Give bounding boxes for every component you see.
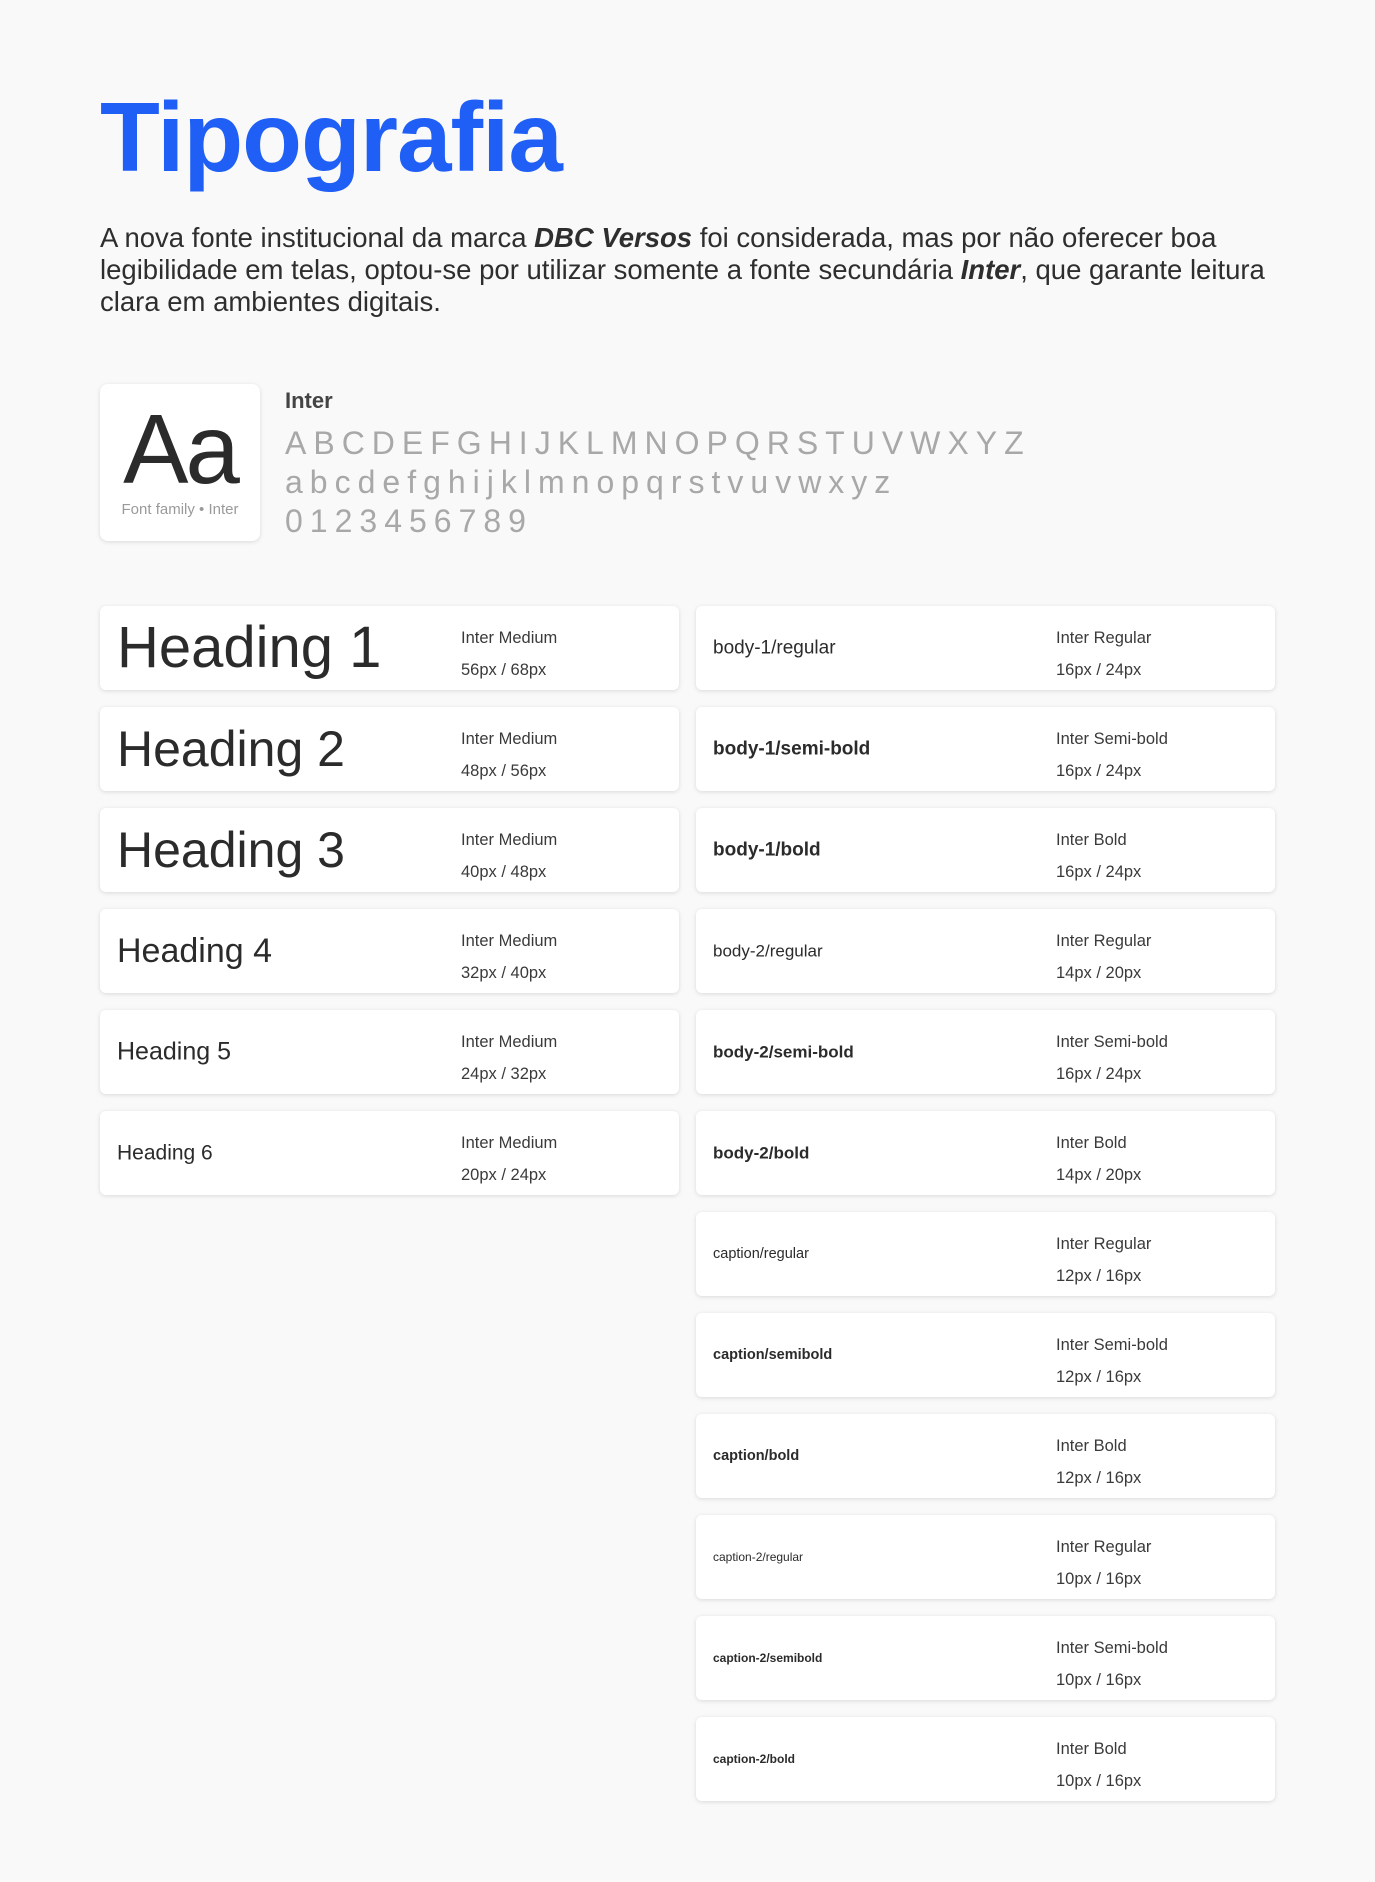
style-card-caption-2-semibold xyxy=(696,1616,1275,1700)
style-size: 12px / 16px xyxy=(1056,1267,1142,1285)
style-card-body-2-semi-bold xyxy=(696,1010,1275,1094)
style-sample-caption-regular: caption/regular xyxy=(713,1245,809,1262)
style-card-heading-5 xyxy=(100,1010,679,1094)
style-weight: Inter Medium xyxy=(461,932,558,950)
style-card-caption-bold xyxy=(696,1414,1275,1498)
style-size: 20px / 24px xyxy=(461,1166,547,1184)
style-card-heading-6 xyxy=(100,1111,679,1195)
style-meta xyxy=(1056,1632,1168,1696)
style-size: 12px / 16px xyxy=(1056,1368,1142,1386)
style-meta xyxy=(1056,723,1168,787)
font-family-caption: Font family • Inter xyxy=(121,501,239,518)
style-size: 14px / 20px xyxy=(1056,1166,1142,1184)
font-family-card xyxy=(100,384,260,541)
style-size: 24px / 32px xyxy=(461,1065,547,1083)
specimen-lowercase: abcdefghijklmnopqrstvuvwxyz xyxy=(285,464,898,500)
intro-chosen-font: Inter xyxy=(960,254,1021,285)
specimen-digits: 0123456789 xyxy=(285,503,533,539)
style-size: 14px / 20px xyxy=(1056,964,1142,982)
style-card-caption-regular xyxy=(696,1212,1275,1296)
intro-paragraph xyxy=(100,222,1290,318)
style-weight: Inter Bold xyxy=(1056,1134,1127,1152)
intro-text-1: A nova fonte institucional da marca xyxy=(100,222,535,253)
style-weight: Inter Semi-bold xyxy=(1056,1336,1168,1354)
style-size: 10px / 16px xyxy=(1056,1570,1142,1588)
headings-column xyxy=(100,606,679,1212)
style-meta xyxy=(1056,1026,1168,1090)
style-meta xyxy=(1056,1228,1151,1292)
font-glyph-sample: Aa xyxy=(123,394,237,504)
style-sample-caption-bold: caption/bold xyxy=(713,1447,800,1464)
style-size: 48px / 56px xyxy=(461,762,547,780)
style-card-body-2-bold xyxy=(696,1111,1275,1195)
style-meta xyxy=(461,622,557,686)
style-card-caption-semibold xyxy=(696,1313,1275,1397)
style-weight: Inter Bold xyxy=(1056,831,1127,849)
style-size: 56px / 68px xyxy=(461,661,547,679)
style-size: 16px / 24px xyxy=(1056,661,1142,679)
style-weight: Inter Bold xyxy=(1056,1740,1127,1758)
style-card-heading-3 xyxy=(100,808,679,892)
style-meta xyxy=(1056,1531,1151,1595)
style-size: 10px / 16px xyxy=(1056,1671,1142,1689)
style-sample-body-1-bold: body-1/bold xyxy=(713,839,821,861)
intro-brand-font: DBC Versos xyxy=(534,222,693,253)
style-weight: Inter Semi-bold xyxy=(1056,1639,1168,1657)
style-weight: Inter Medium xyxy=(461,730,558,748)
style-sample-body-1-regular: body-1/regular xyxy=(713,637,836,659)
style-weight: Inter Semi-bold xyxy=(1056,1033,1168,1051)
style-card-body-1-semi-bold xyxy=(696,707,1275,791)
style-weight: Inter Medium xyxy=(461,629,558,647)
style-sample-body-2-bold: body-2/bold xyxy=(713,1143,810,1163)
style-weight: Inter Medium xyxy=(461,1134,558,1152)
style-sample-caption-2-regular: caption-2/regular xyxy=(713,1550,804,1564)
style-size: 12px / 16px xyxy=(1056,1469,1142,1487)
style-size: 32px / 40px xyxy=(461,964,547,982)
style-sample-caption-2-semibold: caption-2/semibold xyxy=(713,1651,823,1665)
style-meta xyxy=(461,925,557,989)
style-weight: Inter Regular xyxy=(1056,629,1152,647)
style-card-body-2-regular xyxy=(696,909,1275,993)
style-meta xyxy=(1056,1430,1141,1494)
style-sample-caption-semibold: caption/semibold xyxy=(713,1346,833,1363)
style-weight: Inter Regular xyxy=(1056,1235,1152,1253)
style-card-body-1-bold xyxy=(696,808,1275,892)
page-title: Tipografia xyxy=(100,82,562,192)
style-sample-caption-2-bold: caption-2/bold xyxy=(713,1752,795,1766)
style-sample-body-2-semi-bold: body-2/semi-bold xyxy=(713,1042,854,1062)
style-card-body-1-regular xyxy=(696,606,1275,690)
body-styles-column xyxy=(696,606,1275,1818)
style-sample-heading-3: Heading 3 xyxy=(117,822,345,878)
style-sample-body-1-semi-bold: body-1/semi-bold xyxy=(713,738,871,760)
specimen-uppercase: ABCDEFGHIJKLMNOPQRSTUVWXYZ xyxy=(285,425,1031,461)
style-card-caption-2-regular xyxy=(696,1515,1275,1599)
intro-text-2: foi considerada, mas por não oferecer boa legibilidade em telas, optou-se por utilizar somente a fonte secundária xyxy=(100,222,1217,285)
style-weight: Inter Medium xyxy=(461,1033,558,1051)
style-sample-heading-6: Heading 6 xyxy=(117,1141,213,1165)
style-meta xyxy=(1056,925,1151,989)
style-meta xyxy=(461,1026,557,1090)
style-weight: Inter Bold xyxy=(1056,1437,1127,1455)
style-size: 16px / 24px xyxy=(1056,1065,1142,1083)
style-sample-body-2-regular: body-2/regular xyxy=(713,941,823,961)
style-meta xyxy=(1056,824,1141,888)
style-meta xyxy=(1056,1329,1168,1393)
style-sample-heading-2: Heading 2 xyxy=(117,721,345,777)
style-card-heading-4 xyxy=(100,909,679,993)
style-sample-heading-5: Heading 5 xyxy=(117,1037,231,1066)
style-sample-heading-4: Heading 4 xyxy=(117,932,273,970)
style-weight: Inter Regular xyxy=(1056,932,1152,950)
style-weight: Inter Semi-bold xyxy=(1056,730,1168,748)
style-meta xyxy=(461,824,557,888)
style-meta xyxy=(461,723,557,787)
style-card-heading-1 xyxy=(100,606,679,690)
style-meta xyxy=(1056,622,1151,686)
style-meta xyxy=(1056,1733,1141,1797)
style-meta xyxy=(1056,1127,1141,1191)
style-sample-heading-1: Heading 1 xyxy=(117,615,382,680)
style-size: 10px / 16px xyxy=(1056,1772,1142,1790)
style-weight: Inter Medium xyxy=(461,831,558,849)
style-card-caption-2-bold xyxy=(696,1717,1275,1801)
specimen-font-name: Inter xyxy=(285,388,333,413)
style-card-heading-2 xyxy=(100,707,679,791)
style-meta xyxy=(461,1127,557,1191)
style-size: 16px / 24px xyxy=(1056,762,1142,780)
style-size: 16px / 24px xyxy=(1056,863,1142,881)
style-weight: Inter Regular xyxy=(1056,1538,1152,1556)
style-size: 40px / 48px xyxy=(461,863,547,881)
intro-text-3: , que garante leitura clara em ambientes digitais. xyxy=(100,254,1265,317)
